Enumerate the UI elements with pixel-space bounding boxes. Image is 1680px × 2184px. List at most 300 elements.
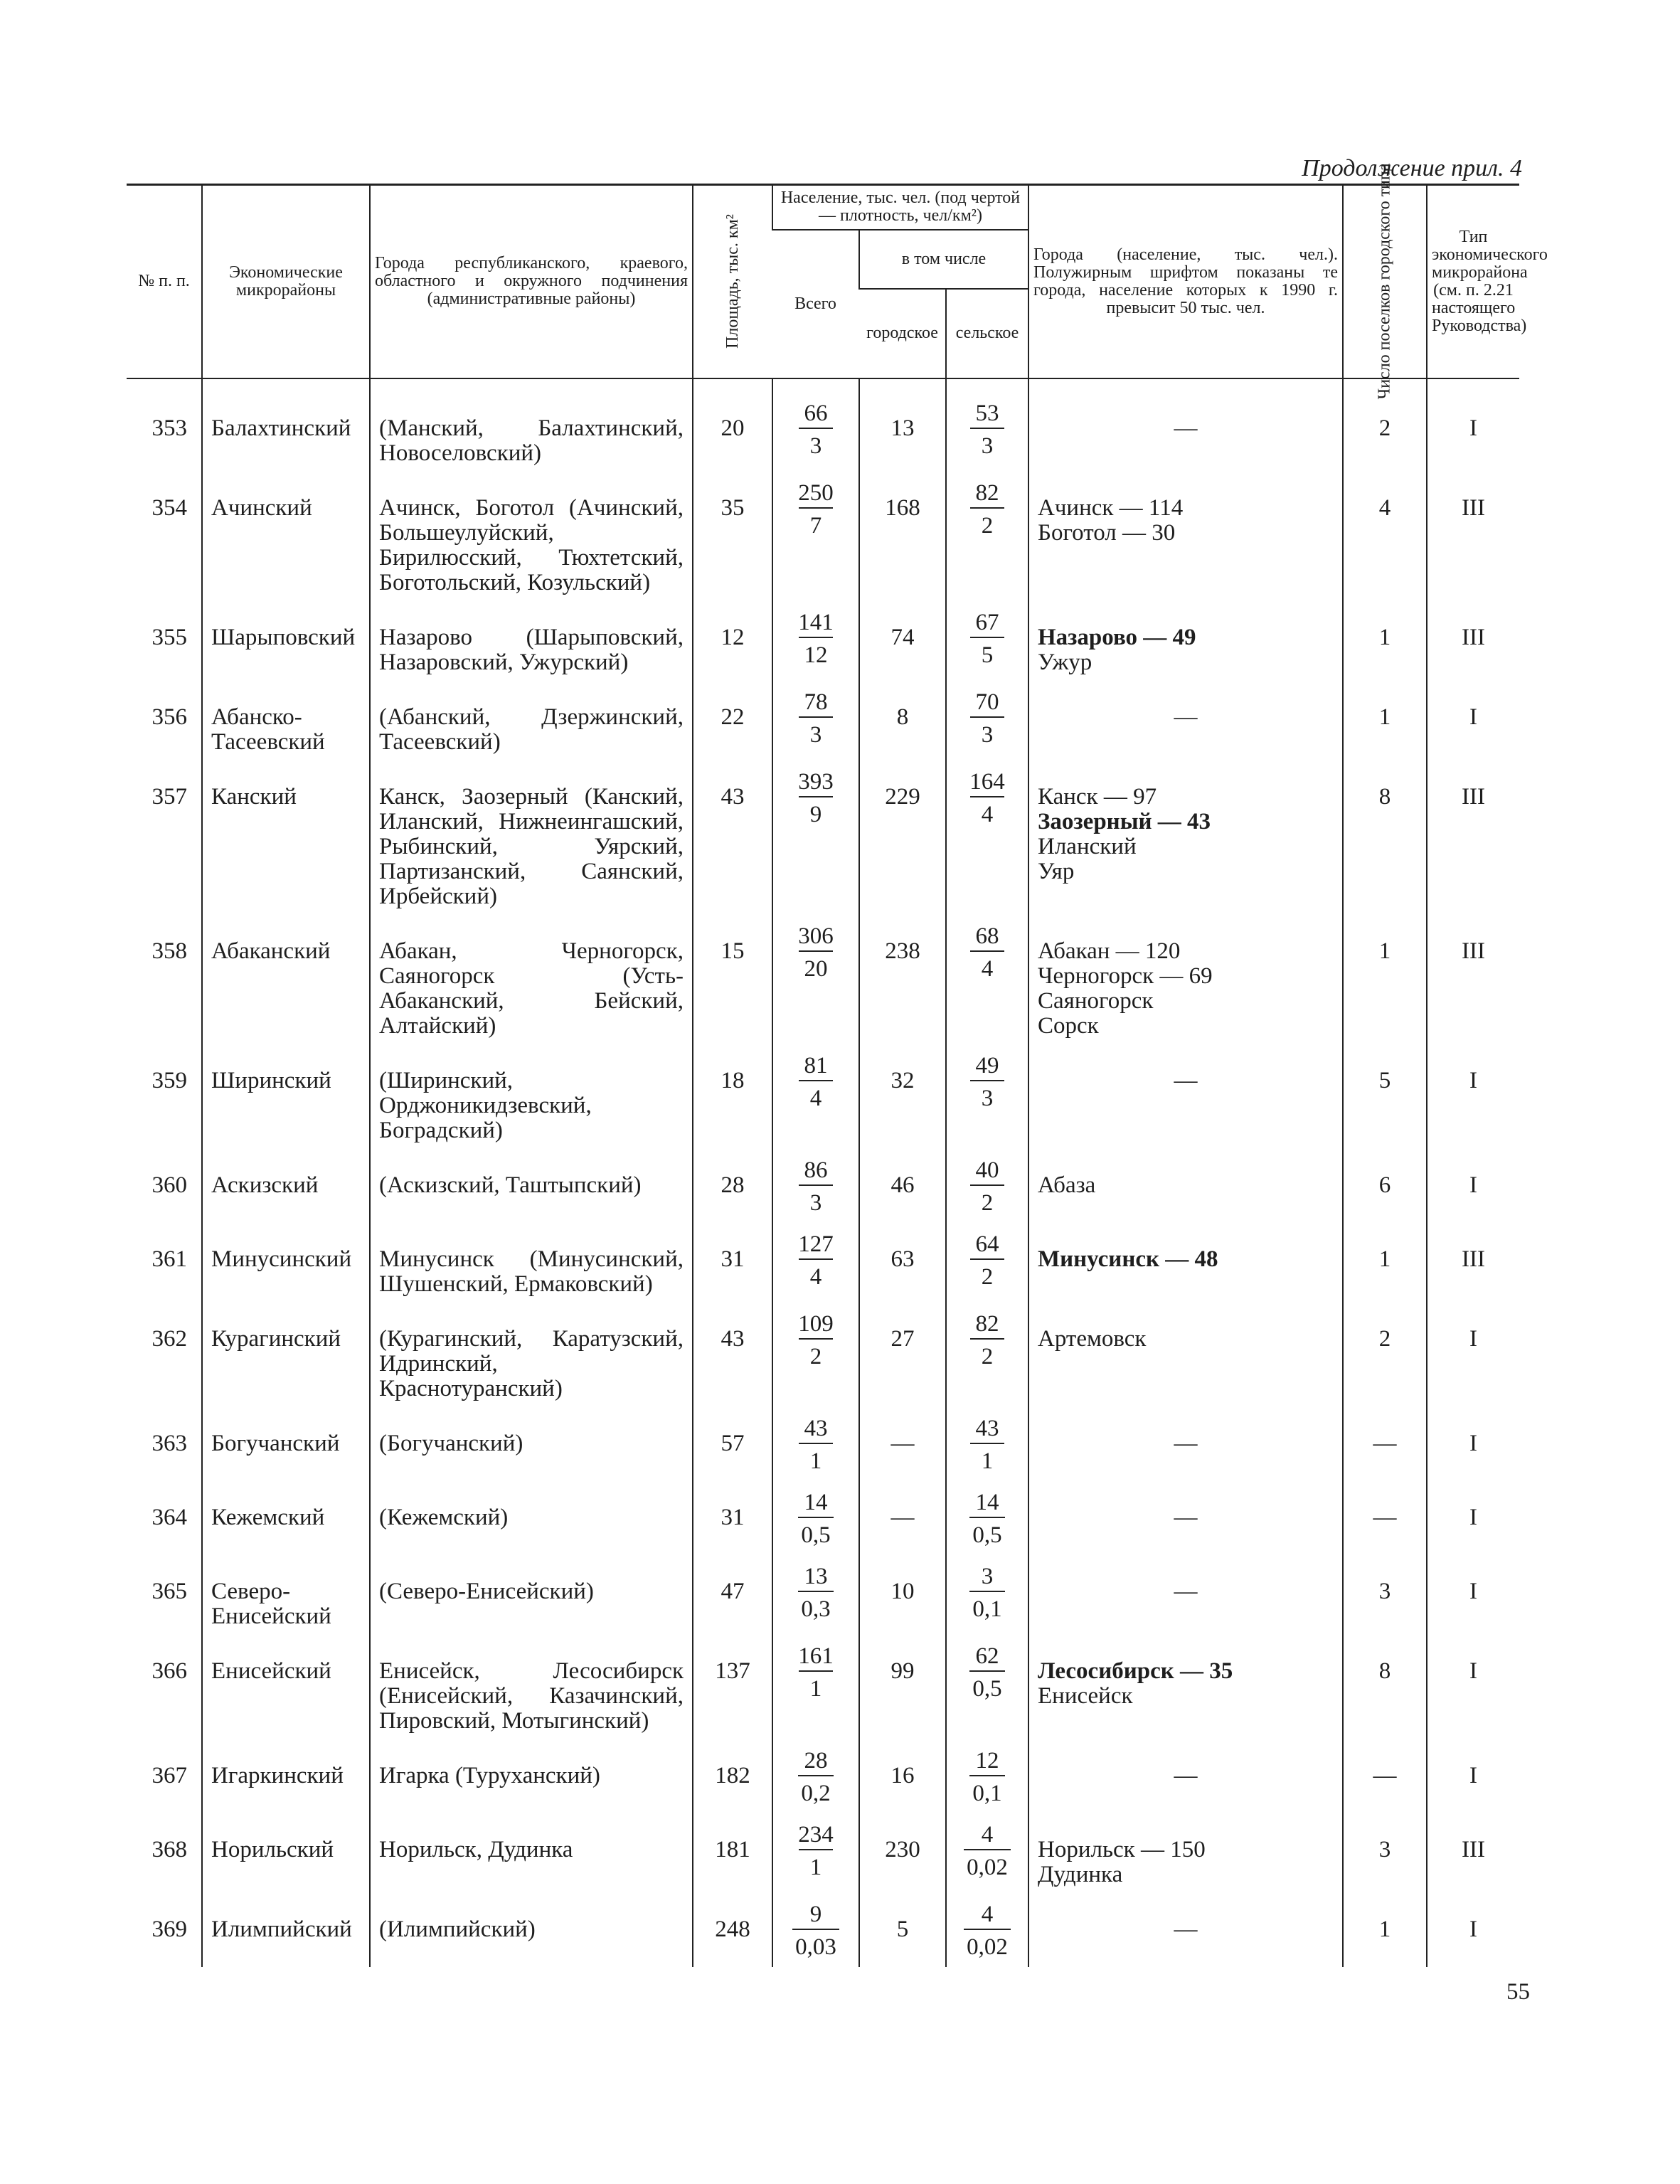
table-row: [127, 1893, 1519, 1967]
continuation-label: Продолжение прил. 4: [1302, 155, 1522, 181]
row-cities-text: (Северо-Енисейский): [379, 1578, 594, 1604]
row-cities-text: (Илимпийский): [379, 1916, 536, 1942]
table-row: [127, 681, 1519, 760]
row-type: [1427, 1223, 1519, 1303]
row-settlements: [1343, 1739, 1427, 1813]
row-urban: [859, 1407, 946, 1481]
row-num: [127, 1635, 202, 1739]
row-num-text: 362: [151, 1325, 187, 1352]
row-region-text: Аскизский: [211, 1172, 319, 1198]
row-settlements: [1343, 1044, 1427, 1149]
row-num: [127, 1303, 202, 1407]
row-type: [1427, 915, 1519, 1044]
rural-fraction: [970, 1156, 1004, 1217]
row-type: [1427, 1149, 1519, 1223]
row-region: [202, 1481, 370, 1555]
rural-fraction-numerator: 4: [981, 1901, 994, 1927]
total-fraction: [792, 1900, 839, 1961]
row-num-text: 357: [151, 783, 187, 810]
row-total: [772, 392, 859, 472]
total-fraction: [795, 768, 836, 829]
row-region: [202, 1739, 370, 1813]
row-urban-text: 13: [890, 415, 915, 441]
table-row: [127, 1149, 1519, 1223]
row-area-text: 22: [721, 704, 745, 730]
row-settlements-text: 1: [1378, 624, 1391, 650]
rural-fraction-denominator: 3: [970, 1080, 1004, 1113]
row-settlements: [1343, 915, 1427, 1044]
row-total: [772, 1739, 859, 1813]
row-settlements: [1343, 1407, 1427, 1481]
rural-fraction-numerator: 3: [981, 1563, 994, 1589]
row-cities-text: (Богучанский): [379, 1430, 523, 1456]
total-fraction-denominator: 20: [799, 950, 833, 983]
total-fraction-numerator: 141: [798, 609, 834, 635]
row-rural: [946, 1893, 1028, 1967]
town-entry: Ачинск — 114: [1038, 494, 1184, 521]
row-rural: [946, 1044, 1028, 1149]
row-cities-text: (Аскизский, Таштыпский): [379, 1172, 642, 1198]
header-type: Тип экономического микрорайона (см. п. 2.21 настоящего Руководства): [1427, 185, 1519, 378]
total-fraction: [799, 1414, 833, 1475]
rural-fraction-denominator: 3: [970, 716, 1004, 749]
row-num-text: 356: [151, 704, 187, 730]
row-settlements: [1343, 1893, 1427, 1967]
row-region: [202, 681, 370, 760]
row-type: [1427, 392, 1519, 472]
row-urban: [859, 1893, 946, 1967]
rural-fraction-denominator: 0,02: [964, 1929, 1011, 1961]
total-fraction: [795, 1230, 836, 1291]
total-fraction-numerator: 28: [804, 1747, 828, 1774]
row-rural: [946, 1813, 1028, 1893]
row-total: [772, 1044, 859, 1149]
total-fraction-numerator: 81: [804, 1052, 828, 1078]
town-entry: Норильск — 150: [1038, 1836, 1206, 1862]
row-num-text: 366: [151, 1658, 187, 1684]
row-region: [202, 1893, 370, 1967]
row-region-text: Норильский: [211, 1836, 334, 1862]
table-row: [127, 1223, 1519, 1303]
total-fraction: [799, 1156, 833, 1217]
town-entry: Иланский: [1038, 833, 1137, 859]
row-urban-text: 46: [890, 1172, 915, 1198]
row-type-text: III: [1462, 624, 1485, 650]
row-rural: [946, 681, 1028, 760]
table-row: [127, 472, 1519, 601]
total-fraction: [795, 608, 836, 669]
row-num-text: 363: [151, 1430, 187, 1456]
rural-fraction-numerator: 68: [975, 923, 999, 949]
rural-fraction-numerator: 49: [975, 1052, 999, 1078]
row-num: [127, 392, 202, 472]
row-type: [1427, 472, 1519, 601]
total-fraction-denominator: 7: [799, 507, 833, 540]
town-entry: Енисейск: [1038, 1682, 1133, 1709]
row-type: [1427, 1555, 1519, 1635]
rural-fraction-numerator: 70: [975, 689, 999, 715]
town-entry: —: [1174, 1430, 1198, 1456]
rural-fraction-denominator: 0,02: [964, 1849, 1011, 1882]
row-settlements: [1343, 392, 1427, 472]
rural-fraction: [969, 1488, 1004, 1549]
total-fraction: [795, 479, 836, 540]
row-type-text: I: [1469, 1916, 1477, 1942]
row-cities-text: (Курагинский, Каратузский, Идринский, Краснотуранский): [379, 1325, 684, 1401]
row-type: [1427, 1044, 1519, 1149]
row-type: [1427, 1303, 1519, 1407]
row-area: [693, 1635, 772, 1739]
row-num-text: 369: [151, 1916, 187, 1942]
row-towns: [1028, 915, 1343, 1044]
row-region: [202, 1149, 370, 1223]
row-cities: [370, 915, 693, 1044]
row-area-text: 182: [715, 1762, 750, 1788]
row-settlements-text: 8: [1378, 783, 1391, 810]
row-area: [693, 1149, 772, 1223]
table-row: [127, 392, 1519, 472]
row-urban: [859, 601, 946, 681]
table-row: [127, 1813, 1519, 1893]
rural-fraction-denominator: 0,1: [969, 1775, 1004, 1808]
total-fraction-numerator: 393: [798, 768, 834, 795]
row-cities: [370, 1481, 693, 1555]
row-area: [693, 681, 772, 760]
row-area-text: 20: [721, 415, 745, 441]
row-urban-text: 229: [885, 783, 920, 810]
row-urban-text: 10: [890, 1578, 915, 1604]
rural-fraction: [969, 1562, 1004, 1623]
row-cities: [370, 1407, 693, 1481]
row-area-text: 43: [721, 1325, 745, 1352]
row-region: [202, 392, 370, 472]
row-region-text: Кежемский: [211, 1504, 325, 1530]
row-type-text: III: [1462, 1836, 1485, 1862]
row-towns: [1028, 1044, 1343, 1149]
town-entry: Канск — 97: [1038, 783, 1157, 810]
row-region: [202, 915, 370, 1044]
row-region: [202, 601, 370, 681]
town-entry: Назарово — 49: [1038, 624, 1196, 650]
table-row: [127, 1635, 1519, 1739]
row-area: [693, 601, 772, 681]
total-fraction-denominator: 9: [799, 796, 833, 829]
town-entry: Заозерный — 43: [1038, 808, 1211, 834]
row-total: [772, 1407, 859, 1481]
header-area: Площадь, тыс. км²: [693, 185, 772, 378]
town-entry: Абакан — 120: [1038, 938, 1181, 964]
row-settlements-text: —: [1373, 1430, 1397, 1456]
row-area: [693, 1739, 772, 1813]
row-settlements-text: 1: [1378, 1916, 1391, 1942]
row-type: [1427, 601, 1519, 681]
row-area: [693, 1893, 772, 1967]
row-num-text: 353: [151, 415, 187, 441]
row-urban-text: 74: [890, 624, 915, 650]
header-num: № п. п.: [127, 185, 202, 378]
row-area: [693, 1813, 772, 1893]
row-num: [127, 1555, 202, 1635]
row-area-text: 31: [721, 1504, 745, 1530]
row-num: [127, 915, 202, 1044]
row-region-text: Шарыповский: [211, 624, 356, 650]
total-fraction-denominator: 0,03: [792, 1929, 839, 1961]
row-total: [772, 601, 859, 681]
rural-fraction-denominator: 1: [970, 1443, 1004, 1475]
total-fraction: [795, 1642, 836, 1703]
row-settlements-text: 1: [1378, 938, 1391, 964]
header-urban: городское: [859, 289, 946, 378]
row-region-text: Игаркинский: [211, 1762, 344, 1788]
row-cities: [370, 1893, 693, 1967]
row-num: [127, 472, 202, 601]
row-num-text: 365: [151, 1578, 187, 1604]
row-cities: [370, 1044, 693, 1149]
row-settlements-text: —: [1373, 1762, 1397, 1788]
rural-fraction-numerator: 64: [975, 1231, 999, 1257]
table-body: [127, 378, 1519, 1967]
town-entry: —: [1174, 1578, 1198, 1604]
row-towns: [1028, 1635, 1343, 1739]
row-rural: [946, 915, 1028, 1044]
row-urban-text: 238: [885, 938, 920, 964]
row-area-text: 28: [721, 1172, 745, 1198]
row-region: [202, 1044, 370, 1149]
rural-fraction-numerator: 12: [975, 1747, 999, 1774]
row-total: [772, 1635, 859, 1739]
spacer-row: [127, 378, 1519, 392]
total-fraction: [795, 922, 836, 983]
row-area: [693, 1044, 772, 1149]
row-settlements: [1343, 681, 1427, 760]
town-entry: Саяногорск: [1038, 987, 1154, 1014]
total-fraction-numerator: 14: [804, 1489, 828, 1515]
row-rural: [946, 1223, 1028, 1303]
total-fraction-numerator: 66: [804, 400, 828, 426]
table-row: [127, 1739, 1519, 1813]
row-settlements-text: 6: [1378, 1172, 1391, 1198]
row-rural: [946, 1555, 1028, 1635]
row-region-text: Балахтинский: [211, 415, 351, 441]
row-type: [1427, 760, 1519, 915]
row-settlements-text: 1: [1378, 1246, 1391, 1272]
row-settlements: [1343, 1223, 1427, 1303]
row-area-text: 35: [721, 494, 745, 521]
row-cities-text: Абакан, Черногорск, Саяногорск (Усть-Абаканский, Бейский, Алтайский): [379, 938, 684, 1039]
row-num-text: 364: [151, 1504, 187, 1530]
row-type-text: III: [1462, 1246, 1485, 1272]
row-region: [202, 1407, 370, 1481]
row-total: [772, 1893, 859, 1967]
row-type-text: I: [1469, 1658, 1477, 1684]
row-area: [693, 760, 772, 915]
row-rural: [946, 1481, 1028, 1555]
rural-fraction-numerator: 53: [975, 400, 999, 426]
row-area: [693, 1555, 772, 1635]
total-fraction-denominator: 3: [799, 716, 833, 749]
rural-fraction: [970, 479, 1004, 540]
row-settlements-text: 3: [1378, 1836, 1391, 1862]
row-region-text: Северо-Енисейский: [211, 1578, 331, 1629]
row-cities-text: Канск, Заозерный (Канский, Иланский, Нижнеингашский, Рыбинский, Уярский, Партизанский, Саянский, Ирбейский): [379, 783, 684, 909]
rural-fraction-numerator: 43: [975, 1415, 999, 1441]
header-incl: в том числе: [859, 230, 1028, 290]
town-entry: —: [1174, 415, 1198, 441]
town-entry: Боготол — 30: [1038, 519, 1176, 546]
row-urban-text: 8: [896, 704, 909, 730]
table-row: [127, 915, 1519, 1044]
row-total: [772, 1555, 859, 1635]
rural-fraction-denominator: 3: [970, 428, 1004, 460]
total-fraction-numerator: 9: [809, 1901, 822, 1927]
row-towns: [1028, 1407, 1343, 1481]
rural-fraction-denominator: 0,5: [969, 1517, 1004, 1549]
header-settlements: Число поселков городского типа: [1343, 185, 1427, 378]
row-cities: [370, 472, 693, 601]
rural-fraction: [964, 1820, 1011, 1882]
row-region: [202, 1223, 370, 1303]
row-settlements-text: —: [1373, 1504, 1397, 1530]
row-settlements-text: 8: [1378, 1658, 1391, 1684]
row-region-text: Абаканский: [211, 938, 331, 964]
total-fraction-numerator: 43: [804, 1415, 828, 1441]
row-rural: [946, 1407, 1028, 1481]
total-fraction: [798, 1562, 833, 1623]
row-towns: [1028, 1739, 1343, 1813]
town-entry: Лесосибирск — 35: [1038, 1658, 1233, 1684]
row-urban-text: 99: [890, 1658, 915, 1684]
row-settlements: [1343, 1303, 1427, 1407]
row-towns: [1028, 472, 1343, 601]
row-area-text: 43: [721, 783, 745, 810]
header-towns: Города (население, тыс. чел.). Полужирным шрифтом показаны те города, население которых к 1990 г. превысит 50 тыс. чел.: [1028, 185, 1343, 378]
total-fraction-denominator: 12: [799, 637, 833, 669]
row-settlements-text: 4: [1378, 494, 1391, 521]
total-fraction: [799, 688, 833, 749]
row-towns: [1028, 1481, 1343, 1555]
row-region-text: Богучанский: [211, 1430, 340, 1456]
row-rural: [946, 392, 1028, 472]
row-type-text: I: [1469, 1172, 1477, 1198]
row-num: [127, 681, 202, 760]
table-row: [127, 1044, 1519, 1149]
row-urban-text: —: [890, 1430, 915, 1456]
row-type-text: I: [1469, 704, 1477, 730]
town-entry: —: [1174, 1504, 1198, 1530]
row-urban: [859, 1149, 946, 1223]
row-towns: [1028, 1813, 1343, 1893]
total-fraction-denominator: 0,2: [798, 1775, 833, 1808]
row-num: [127, 1481, 202, 1555]
row-region: [202, 1635, 370, 1739]
total-fraction-numerator: 234: [798, 1821, 834, 1848]
row-rural: [946, 1303, 1028, 1407]
row-num-text: 359: [151, 1067, 187, 1093]
row-type-text: I: [1469, 415, 1477, 441]
row-num-text: 367: [151, 1762, 187, 1788]
row-total: [772, 760, 859, 915]
table-row: [127, 760, 1519, 915]
row-cities-text: Назарово (Шарыповский, Назаровский, Ужурский): [379, 624, 684, 675]
row-area: [693, 392, 772, 472]
rural-fraction-denominator: 5: [970, 637, 1004, 669]
town-entry: Артемовск: [1038, 1325, 1147, 1352]
rural-fraction-numerator: 82: [975, 1310, 999, 1337]
rural-fraction: [969, 1642, 1004, 1703]
total-fraction: [798, 1746, 833, 1808]
total-fraction-numerator: 13: [804, 1563, 828, 1589]
rural-fraction-numerator: 164: [969, 768, 1005, 795]
row-cities: [370, 1149, 693, 1223]
row-towns: [1028, 760, 1343, 915]
row-region: [202, 760, 370, 915]
row-total: [772, 1223, 859, 1303]
total-fraction-numerator: 78: [804, 689, 828, 715]
row-type: [1427, 1739, 1519, 1813]
row-towns: [1028, 1149, 1343, 1223]
row-total: [772, 915, 859, 1044]
row-area-text: 137: [715, 1658, 750, 1684]
row-area-text: 18: [721, 1067, 745, 1093]
row-area: [693, 472, 772, 601]
rural-fraction: [970, 399, 1004, 460]
row-urban: [859, 392, 946, 472]
total-fraction: [795, 1820, 836, 1882]
row-area: [693, 1223, 772, 1303]
row-num: [127, 760, 202, 915]
total-fraction-denominator: 1: [799, 1670, 833, 1703]
row-area-text: 57: [721, 1430, 745, 1456]
row-type-text: III: [1462, 783, 1485, 810]
row-type: [1427, 1893, 1519, 1967]
row-urban-text: 5: [896, 1916, 909, 1942]
row-type-text: III: [1462, 938, 1485, 964]
row-region: [202, 472, 370, 601]
rural-fraction-denominator: 2: [970, 1258, 1004, 1291]
row-cities-text: Норильск, Дудинка: [379, 1836, 573, 1862]
rural-fraction: [970, 922, 1004, 983]
rural-fraction: [967, 768, 1008, 829]
row-area: [693, 1481, 772, 1555]
total-fraction-numerator: 86: [804, 1157, 828, 1183]
row-num: [127, 601, 202, 681]
row-num: [127, 1149, 202, 1223]
row-towns: [1028, 392, 1343, 472]
row-cities-text: (Кежемский): [379, 1504, 509, 1530]
row-rural: [946, 601, 1028, 681]
row-type-text: I: [1469, 1067, 1477, 1093]
row-type-text: I: [1469, 1325, 1477, 1352]
row-urban: [859, 1303, 946, 1407]
rural-fraction-numerator: 82: [975, 479, 999, 506]
row-towns: [1028, 1303, 1343, 1407]
table-row: [127, 1407, 1519, 1481]
total-fraction-numerator: 109: [798, 1310, 834, 1337]
row-rural: [946, 760, 1028, 915]
rural-fraction-denominator: 2: [970, 1184, 1004, 1217]
rural-fraction-numerator: 67: [975, 609, 999, 635]
row-region: [202, 1555, 370, 1635]
total-fraction: [799, 399, 833, 460]
rural-fraction-denominator: 4: [970, 796, 1004, 829]
row-towns: [1028, 1555, 1343, 1635]
town-entry: —: [1174, 1916, 1198, 1942]
row-area-text: 181: [715, 1836, 750, 1862]
row-total: [772, 1303, 859, 1407]
row-cities: [370, 1813, 693, 1893]
row-settlements: [1343, 1555, 1427, 1635]
town-entry: Дудинка: [1038, 1861, 1123, 1887]
